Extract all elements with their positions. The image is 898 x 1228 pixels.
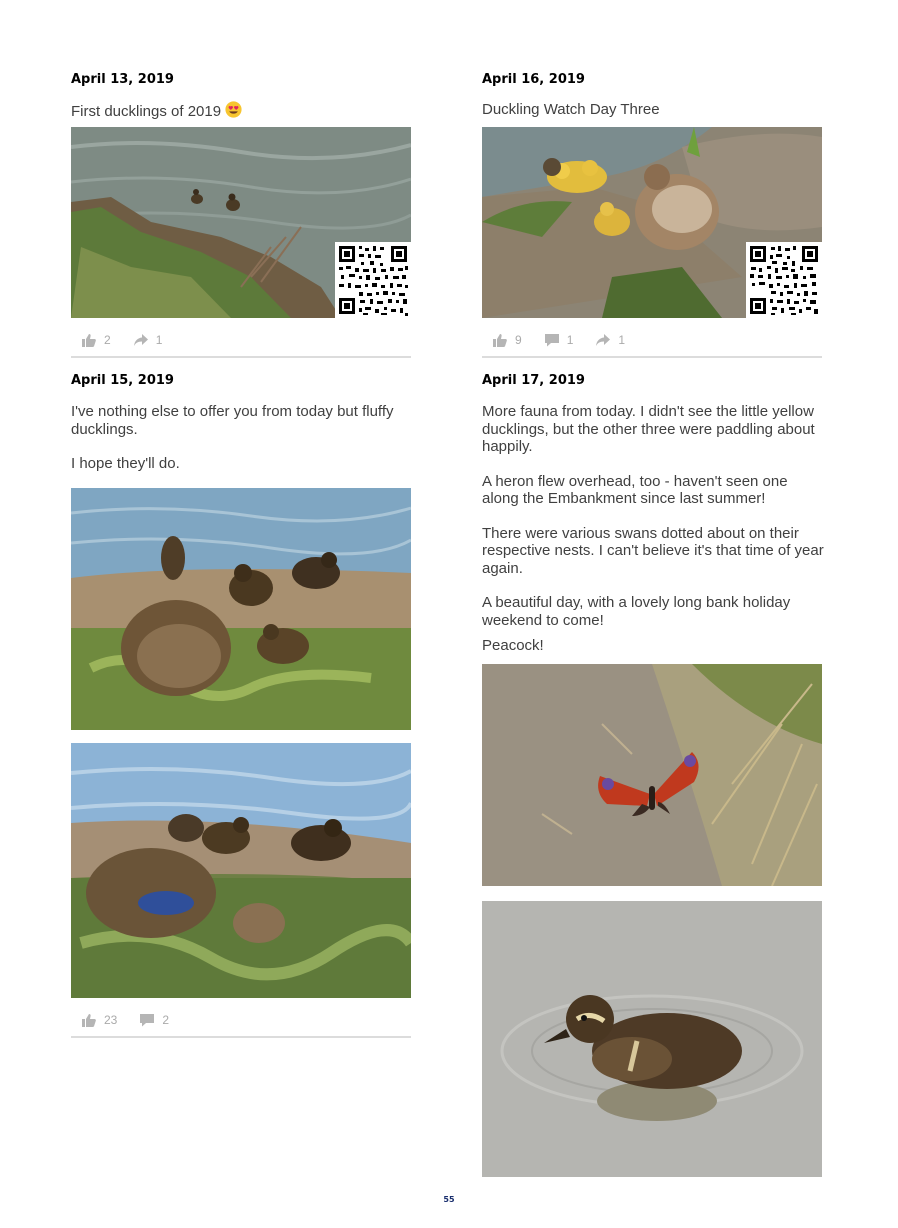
qr-code-image	[335, 242, 411, 318]
page-number: 55	[443, 1195, 455, 1204]
post-text-content: First ducklings of 2019	[71, 103, 226, 120]
post-photo-mallard-ducklings-1[interactable]	[71, 488, 411, 730]
like-count: 9	[515, 333, 522, 347]
share-count: 1	[155, 333, 163, 347]
share-button[interactable]	[595, 332, 625, 348]
post-paragraph: I've nothing else to offer you from today but fluffy ducklings.	[71, 403, 394, 438]
post-date: April 15, 2019	[71, 373, 174, 388]
post-april-15	[71, 373, 411, 473]
post-photo-yellow-ducklings[interactable]	[482, 127, 822, 318]
post-actions	[81, 1010, 191, 1030]
photo-swimming-duckling-image	[482, 901, 822, 1177]
post-date: April 13, 2019	[71, 72, 174, 87]
post-photo-ducklings-bank[interactable]	[71, 127, 411, 318]
like-button[interactable]	[81, 332, 111, 348]
photo-mallard-ducklings-2-image	[71, 743, 411, 998]
photo-peacock-butterfly-image	[482, 664, 822, 886]
comment-icon	[544, 332, 560, 348]
share-arrow-icon	[133, 332, 149, 348]
post-text: Duckling Watch Day Three	[482, 101, 660, 118]
share-button[interactable]	[133, 332, 163, 348]
post-text	[71, 101, 411, 121]
qr-code-image	[746, 242, 822, 318]
share-count: 1	[618, 333, 626, 347]
post-april-17	[482, 373, 827, 655]
post-paragraph: A beautiful day, with a lovely long bank holiday weekend to come!	[482, 594, 791, 629]
post-actions	[81, 330, 184, 350]
qr-code[interactable]	[746, 242, 822, 318]
comment-button[interactable]	[139, 1012, 169, 1028]
comment-button[interactable]	[544, 332, 574, 348]
heart-eyes-emoji-icon	[225, 101, 242, 118]
post-paragraph: I hope they'll do.	[71, 455, 180, 472]
post-paragraph: More fauna from today. I didn't see the little yellow ducklings, but the other three were paddling about happily.	[482, 403, 815, 455]
like-button[interactable]	[81, 1012, 117, 1028]
share-arrow-icon	[595, 332, 611, 348]
post-paragraph: A heron flew overhead, too - haven't seen one along the Embankment since last summer!	[482, 472, 788, 507]
like-button[interactable]	[492, 332, 522, 348]
post-paragraph: There were various swans dotted about on their respective nests. I can't believe it's that time of year again.	[482, 524, 824, 577]
post-divider	[71, 356, 411, 358]
like-count: 2	[104, 333, 111, 347]
comment-count: 2	[162, 1013, 170, 1027]
post-divider	[482, 356, 822, 358]
post-photo-swimming-duckling[interactable]	[482, 901, 822, 1177]
post-photo-peacock-butterfly[interactable]	[482, 664, 822, 886]
post-april-16	[482, 72, 822, 119]
post-date: April 16, 2019	[482, 72, 585, 87]
thumbs-up-icon	[81, 332, 97, 348]
post-date: April 17, 2019	[482, 373, 585, 388]
comment-icon	[139, 1012, 155, 1028]
comment-count: 1	[566, 333, 574, 347]
post-actions	[492, 330, 647, 350]
thumbs-up-icon	[81, 1012, 97, 1028]
thumbs-up-icon	[492, 332, 508, 348]
qr-code[interactable]	[335, 242, 411, 318]
post-divider	[71, 1036, 411, 1038]
post-april-13	[71, 72, 411, 121]
post-photo-mallard-ducklings-2[interactable]	[71, 743, 411, 998]
post-caption: Peacock!	[482, 637, 544, 654]
photo-mallard-ducklings-1-image	[71, 488, 411, 730]
like-count: 23	[104, 1013, 118, 1027]
